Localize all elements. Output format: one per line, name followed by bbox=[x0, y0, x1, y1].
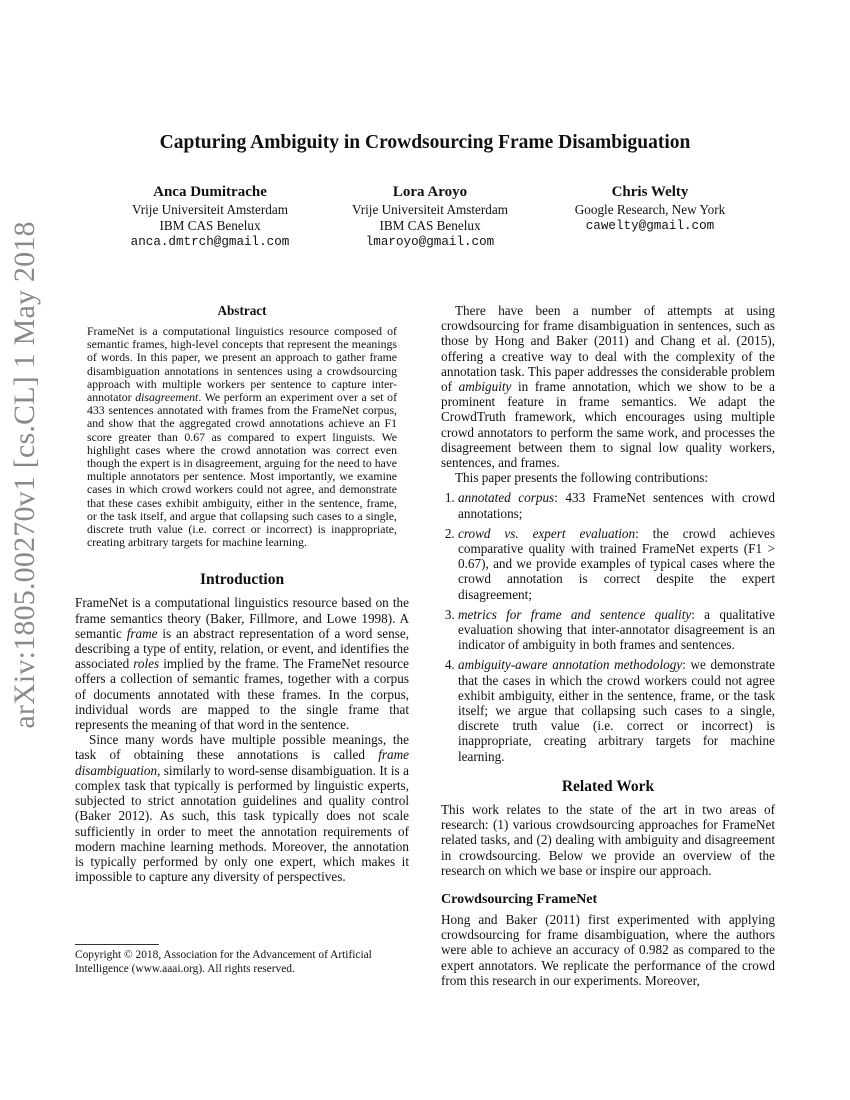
author-name: Chris Welty bbox=[611, 184, 689, 200]
author-3 bbox=[540, 183, 760, 234]
author-2 bbox=[320, 183, 540, 250]
introduction-heading: Introduction bbox=[199, 571, 285, 589]
author-block bbox=[100, 183, 760, 253]
list-item: 2. crowd vs. expert evaluation: the crowd achieves comparative quality with trained FrameNet experts (F1 > 0.67), and we provide examples of typical cases where the crowd annotation is correct despite the expert disagreement; bbox=[458, 526, 775, 602]
author-email[interactable]: lmaroyo@gmail.com bbox=[365, 235, 495, 249]
intro-paragraph-3: There have been a number of attempts at using crowdsourcing for frame disambiguation in sentences, such as those by Hong and Baker (2011) and Chang et al. (2015), offering a creative way to deal with the complexity of the annotation task. This paper addresses the considerable problem of ambiguity in frame annotation, which we show to be a prominent feature in frame semantics. We adapt the CrowdTruth framework, which encourages using multiple crowd annotators to perform the same work, and processes the disagreement between them to signal low quality workers, sentences, and frames. bbox=[441, 303, 775, 471]
arxiv-identifier bbox=[3, 221, 47, 729]
author-affiliation: IBM CAS Benelux bbox=[159, 218, 261, 233]
abstract-heading: Abstract bbox=[217, 303, 267, 318]
intro-paragraph-1: FrameNet is a computational linguistics resource based on the frame semantics theory (Baker, Fillmore, and Lowe 1998). A semantic frame is an abstract representation of a word sense, describing a type of entity, relation, or event, and identifies the associated roles implied by the frame. The FrameNet resource offers a collection of semantic frames, together with a corpus of documents annotated with these frames. In the corpus, individual words are mapped to the single frame that represents the meaning of that word in the sentence. bbox=[75, 595, 409, 733]
right-column bbox=[441, 303, 775, 988]
list-item: 1. annotated corpus: 433 FrameNet sentences with crowd annotations; bbox=[458, 490, 775, 520]
list-item: 3. metrics for frame and sentence quality: a qualitative evaluation showing that inter-annotator disagreement is an indicator of ambiguity in both frames and sentences. bbox=[458, 607, 775, 653]
copyright-text: Copyright © 2018, Association for the Advancement of Artificial Intelligence (www.aaai.org). All rights reserved. bbox=[75, 949, 372, 975]
author-email[interactable]: anca.dmtrch@gmail.com bbox=[130, 235, 290, 249]
author-affiliation: Vrije Universiteit Amsterdam bbox=[352, 202, 508, 217]
author-affiliation: IBM CAS Benelux bbox=[379, 218, 481, 233]
author-affiliation: Vrije Universiteit Amsterdam bbox=[132, 202, 288, 217]
contributions-list bbox=[441, 490, 775, 763]
crowdsourcing-framenet-heading: Crowdsourcing FrameNet bbox=[441, 891, 598, 907]
intro-paragraph-2: Since many words have multiple possible meanings, the task of obtaining these annotations is called frame disambiguation, similarly to word-sense disambiguation. It is a complex task that typically is performed by linguistic experts, subjected to strict annotation guidelines and quality control (Baker 2012). As such, this task typically does not scale sufficiently in order to meet the annotation requirements of modern machine learning methods. Moreover, the annotation is typically performed by only one expert, which makes it impossible to capture any diversity of perspectives. bbox=[75, 732, 409, 885]
intro-paragraph-4: This paper presents the following contributions: bbox=[455, 470, 709, 486]
author-1 bbox=[100, 183, 320, 250]
paper-title: Capturing Ambiguity in Crowdsourcing Frame Disambiguation bbox=[159, 132, 691, 153]
author-name: Anca Dumitrache bbox=[153, 184, 267, 200]
left-column bbox=[75, 303, 409, 884]
arxiv-identifier-text: arXiv:1805.00270v1 [cs.CL] 1 May 2018 bbox=[8, 221, 41, 729]
related-work-paragraph-1: This work relates to the state of the art in two areas of research: (1) various crowdsourcing approaches for FrameNet related tasks, and (2) dealing with ambiguity and disagreement in crowdsourcing. Below we provide an overview of the research on which we base or inspire our approach. bbox=[441, 801, 775, 878]
author-name: Lora Aroyo bbox=[392, 184, 468, 200]
list-item: 4. ambiguity-aware annotation methodology: we demonstrate that the cases in which the crowd workers could not agree exhibit ambiguity, either in the sentence, frame, or the task itself; we argue that collapsing such cases to a single, discrete truth value (i.e. correct or incorrect) is inappropriate, creating arbitrary targets for machine learning. bbox=[458, 657, 775, 763]
footnote-rule bbox=[75, 944, 159, 945]
author-affiliation: Google Research, New York bbox=[574, 202, 726, 217]
author-email[interactable]: cawelty@gmail.com bbox=[585, 219, 715, 233]
related-work-paragraph-2: Hong and Baker (2011) first experimented with applying crowdsourcing for frame disambiguation, where the authors were able to achieve an accuracy of 0.982 as compared to the expert annotators. We replicate the performance of the crowd from this research in our experiments. Moreover, bbox=[441, 911, 775, 988]
copyright-footnote bbox=[75, 944, 409, 976]
related-work-heading: Related Work bbox=[561, 777, 655, 795]
abstract-text: FrameNet is a computational linguistics resource composed of semantic frames, high-level concepts that represent the meanings of words. In this paper, we present an approach to gather frame disambiguation annotations in sentences using a crowdsourcing approach with multiple workers per sentence to capture inter-annotator disagreement. We perform an experiment over a set of 433 sentences annotated with frames from the FrameNet corpus, and show that the aggregated crowd annotations achieve an F1 score greater than 0.67 as compared to expert linguists. We highlight cases where the crowd annotation was correct even though the expert is in disagreement, arguing for the need to have multiple annotators per sentence. Most importantly, we examine cases in which crowd workers could not agree, and demonstrate that these cases exhibit ambiguity, either in the sentence, frame, or the task itself, and argue that collapsing such cases to a single, discrete truth value (i.e. correct or incorrect) is inappropriate, creating arbitrary targets for machine learning. bbox=[87, 324, 398, 550]
